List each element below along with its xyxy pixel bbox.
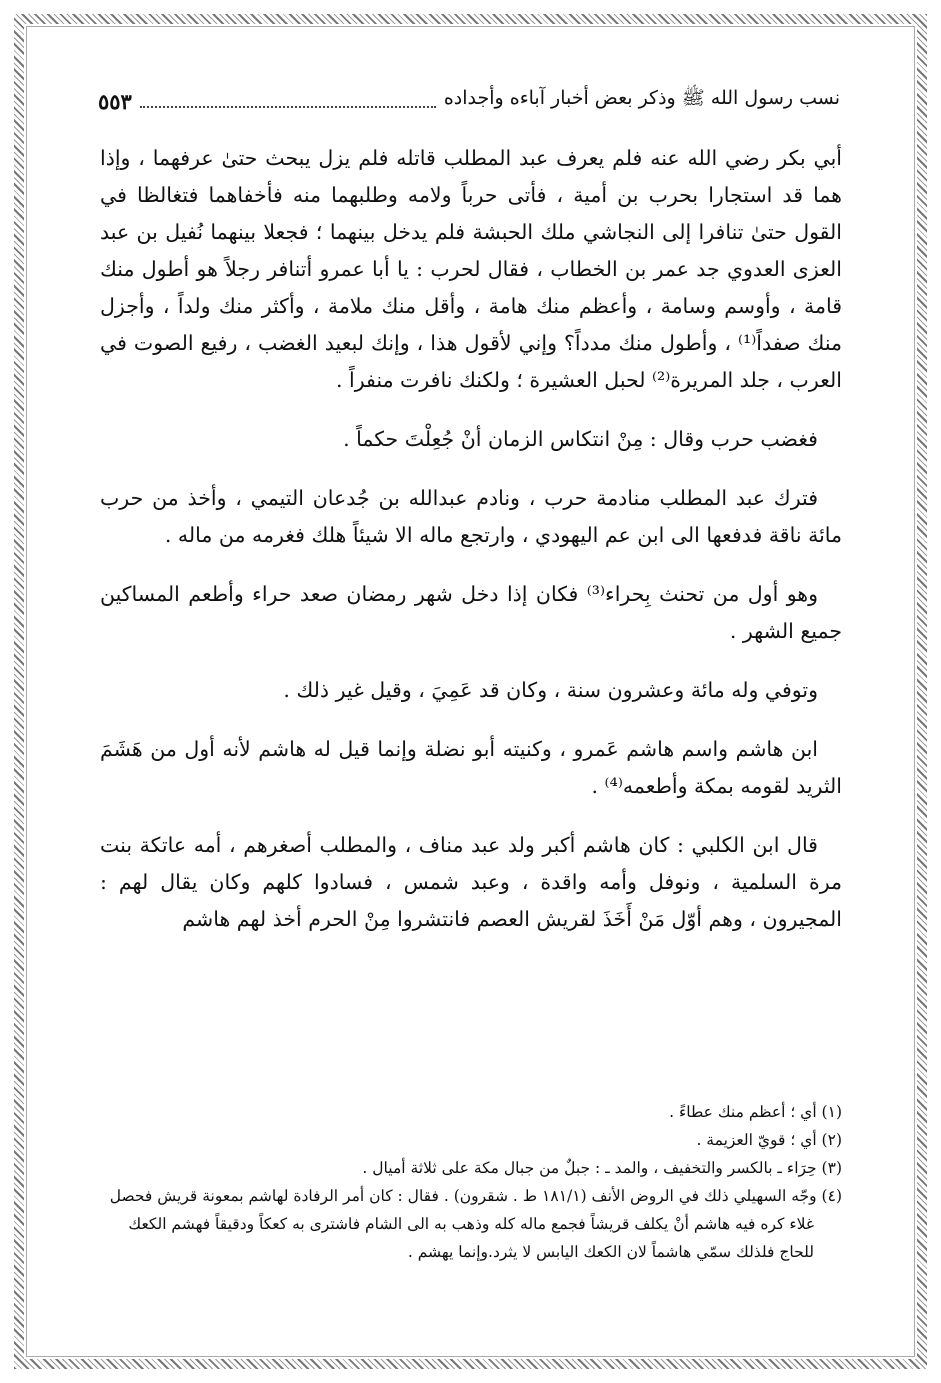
paragraph: فغضب حرب وقال : مِنْ انتكاس الزمان أنْ جُعِلْتَ حكماً . — [343, 427, 818, 451]
paragraph: فترك عبد المطلب منادمة حرب ، ونادم عبدالله بن جُدعان التيمي ، وأخذ من حرب مائة ناقة فدفعها الى ابن عم اليهودي ، وارتجع ماله الا شيئاً هلك فغرمه من ماله . — [100, 486, 842, 547]
paragraph: ابن هاشم واسم هاشم عَمرو ، وكنيته أبو نضلة وإنما قيل له هاشم لأنه أول من هَشَمَ الثريد لقومه بمكة وأطعمه⁽⁴⁾ . — [100, 737, 842, 798]
footnote: (٤) وجّه السهيلي ذلك في الروض الأنف (١٨١/١ ط . شقرون) . فقال : كان أمر الرفادة لهاشم بمعونة قريش فحصل غلاء كره فيه هاشم أنْ يكلف قريشاً فجمع ماله كله وذهب به الى الشام فاشترى به كعكاً ودقيقاً فهشم الكعك للحاج فلذلك سمّي هاشماً لان الكعك اليابس لا يثرد.وإنما يهشم . — [109, 1187, 842, 1261]
footnote: (١) أي ؛ أعظم منك عطاءً . — [669, 1103, 842, 1121]
page-number: ٥٥٣ — [98, 89, 132, 114]
paragraph: أبي بكر رضي الله عنه فلم يعرف عبد المطلب قاتله فلم يزل يبحث حتىٰ عرفهما ، وإذا هما قد استجارا بحرب بن أمية ، فأتى حرباً ولامه وطلبهما منه فأخفاهما فتغالظا في القول حتىٰ تنافرا إلى النجاشي ملك الحبشة فلم يدخل بينهما ؛ فجعلا بينهما نُفيل بن عبد العزى العدوي جد عمر بن الخطاب ، فقال لحرب : يا أبا عمرو أتنافر رجلاً هو أطول منك قامة ، وأوسم وسامة ، وأعظم منك هامة ، وأقل منك ملامة ، وأكثر منك ولداً ، وأجزل منك صفداً⁽¹⁾ ، وأطول منك مدداً؟ وإني لأقول هذا ، وإنك لبعيد الغضب ، رفيع الصوت في العرب ، جلد المريرة⁽²⁾ لحبل العشيرة ؛ ولكنك نافرت منفراً . — [100, 146, 843, 392]
header-dotted-leader — [140, 105, 436, 108]
footnotes — [100, 1098, 842, 1266]
header-title: نسب رسول الله ﷺ وذكر بعض أخبار آباءه وأجداده — [443, 87, 840, 109]
running-header — [98, 80, 840, 114]
footnote: (٢) أي ؛ قويّ العزيمة . — [696, 1131, 842, 1149]
paragraph: قال ابن الكلبي : كان هاشم أكبر ولد عبد مناف ، والمطلب أصغرهم ، أمه عاتكة بنت مرة السلمية ، ونوفل وأمه واقدة ، وعبد شمس ، فسادوا كلهم وكان يقال لهم : المجيرون ، وهم أوّل مَنْ أَخَذَ لقريش العصم فانتشروا مِنْ الحرم أخذ لهم هاشم — [100, 833, 842, 931]
main-text — [100, 140, 842, 938]
paragraph: وتوفي وله مائة وعشرون سنة ، وكان قد عَمِيَ ، وقيل غير ذلك . — [283, 678, 818, 702]
paragraph: وهو أول من تحنث بِحراء⁽³⁾ فكان إذا دخل شهر رمضان صعد حراء وأطعم المساكين جميع الشهر . — [100, 582, 842, 643]
footnote: (٣) حِرَاء ـ بالكسر والتخفيف ، والمد ـ : جبلٌ من جبال مكة على ثلاثة أميال . — [362, 1159, 842, 1177]
